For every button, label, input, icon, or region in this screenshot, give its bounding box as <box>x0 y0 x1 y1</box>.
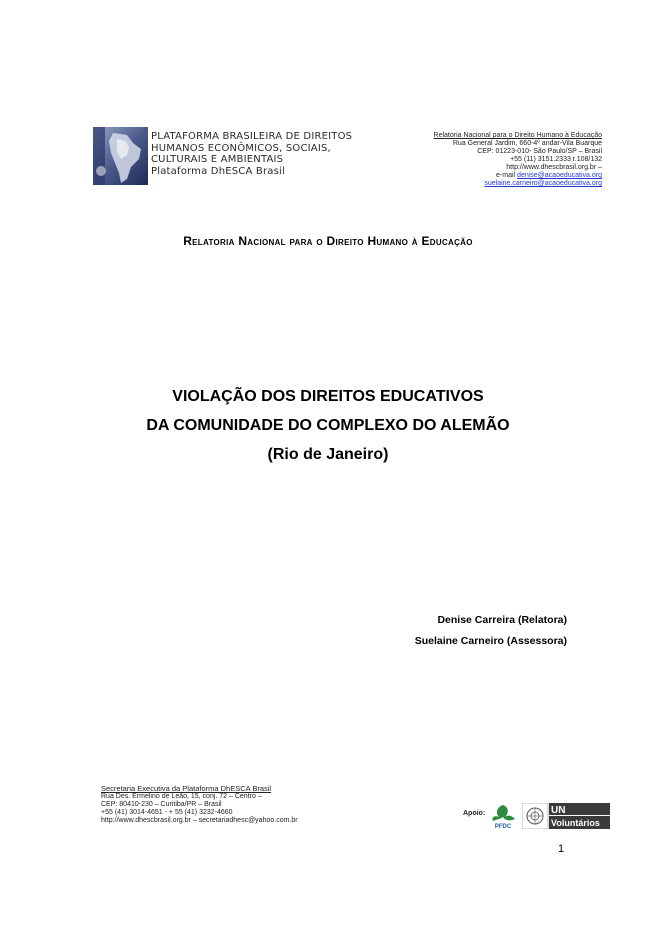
header-email-line <box>434 172 602 180</box>
latin-america-map-logo-icon <box>93 127 148 185</box>
logo-line-1: PLATAFORMA BRASILEIRA DE DIREITOS <box>151 131 353 142</box>
email-label: e-mail <box>496 172 516 179</box>
footer-phone: +55 (41) 3014-4651 - + 55 (41) 3232-4660 <box>101 809 233 816</box>
header-address: Rua General Jardim, 660-4º andar-Vila Buarque <box>452 140 602 147</box>
email-link-denise[interactable]: denise@acaoeducativa.org <box>517 172 602 179</box>
footer-contact-block <box>101 785 298 825</box>
footer-web: http://www.dhescbrasil.org.br – secretariadhesc@yahoo.com.br <box>101 817 298 824</box>
subheading: Relatoria Nacional para o Direito Humano à Educação <box>183 234 473 248</box>
footer-cep: CEP: 80410-230 – Curitiba/PR – Brasil <box>101 801 222 808</box>
email-link-suelaine[interactable]: suelaine.carneiro@acaoeducativa.org <box>484 180 602 187</box>
logo-line-3: CULTURAIS E AMBIENTAIS <box>151 154 284 165</box>
authors <box>415 610 567 652</box>
logo-text <box>151 131 361 177</box>
un-top-label: UN <box>551 805 566 816</box>
logo-line-4: Plataforma DhESCA Brasil <box>151 165 285 177</box>
pfdc-logo-icon <box>487 803 519 829</box>
relatoria-title: Relatoria Nacional para o Direito Humano à Educação <box>433 132 602 139</box>
header-website: http://www.dhescbrasil.org.br – <box>506 164 602 171</box>
platform-logo <box>93 127 363 185</box>
logo-line-2: HUMANOS ECONÔMICOS, SOCIAIS, <box>151 142 331 154</box>
header-contact-block <box>434 132 602 188</box>
pfdc-label: PFDC <box>494 824 512 829</box>
title-line-3: (Rio de Janeiro) <box>267 446 389 463</box>
footer-address: Rua Des. Ermelino de Leão, 15, conj. 72 – Centro – <box>101 793 262 800</box>
document-title <box>0 382 656 469</box>
header-cep: CEP: 01223-010- São Paulo/SP – Brasil <box>477 148 602 155</box>
apoio-label: Apoio: <box>463 810 486 817</box>
title-line-2: DA COMUNIDADE DO COMPLEXO DO ALEMÃO <box>146 417 510 434</box>
page-number: 1 <box>558 843 565 855</box>
un-volunteers-logo-icon <box>522 803 610 829</box>
author-assessora: Suelaine Carneiro (Assessora) <box>414 635 567 647</box>
author-relatora: Denise Carreira (Relatora) <box>437 614 567 626</box>
footer-secretaria: Secretaria Executiva da Plataforma DhESCA Brasil <box>101 784 272 793</box>
title-line-1: VIOLAÇÃO DOS DIREITOS EDUCATIVOS <box>172 388 484 405</box>
header-phone: +55 (11) 3151.2333 r.108/132 <box>510 156 602 163</box>
un-bottom-label: Voluntários <box>551 818 600 828</box>
